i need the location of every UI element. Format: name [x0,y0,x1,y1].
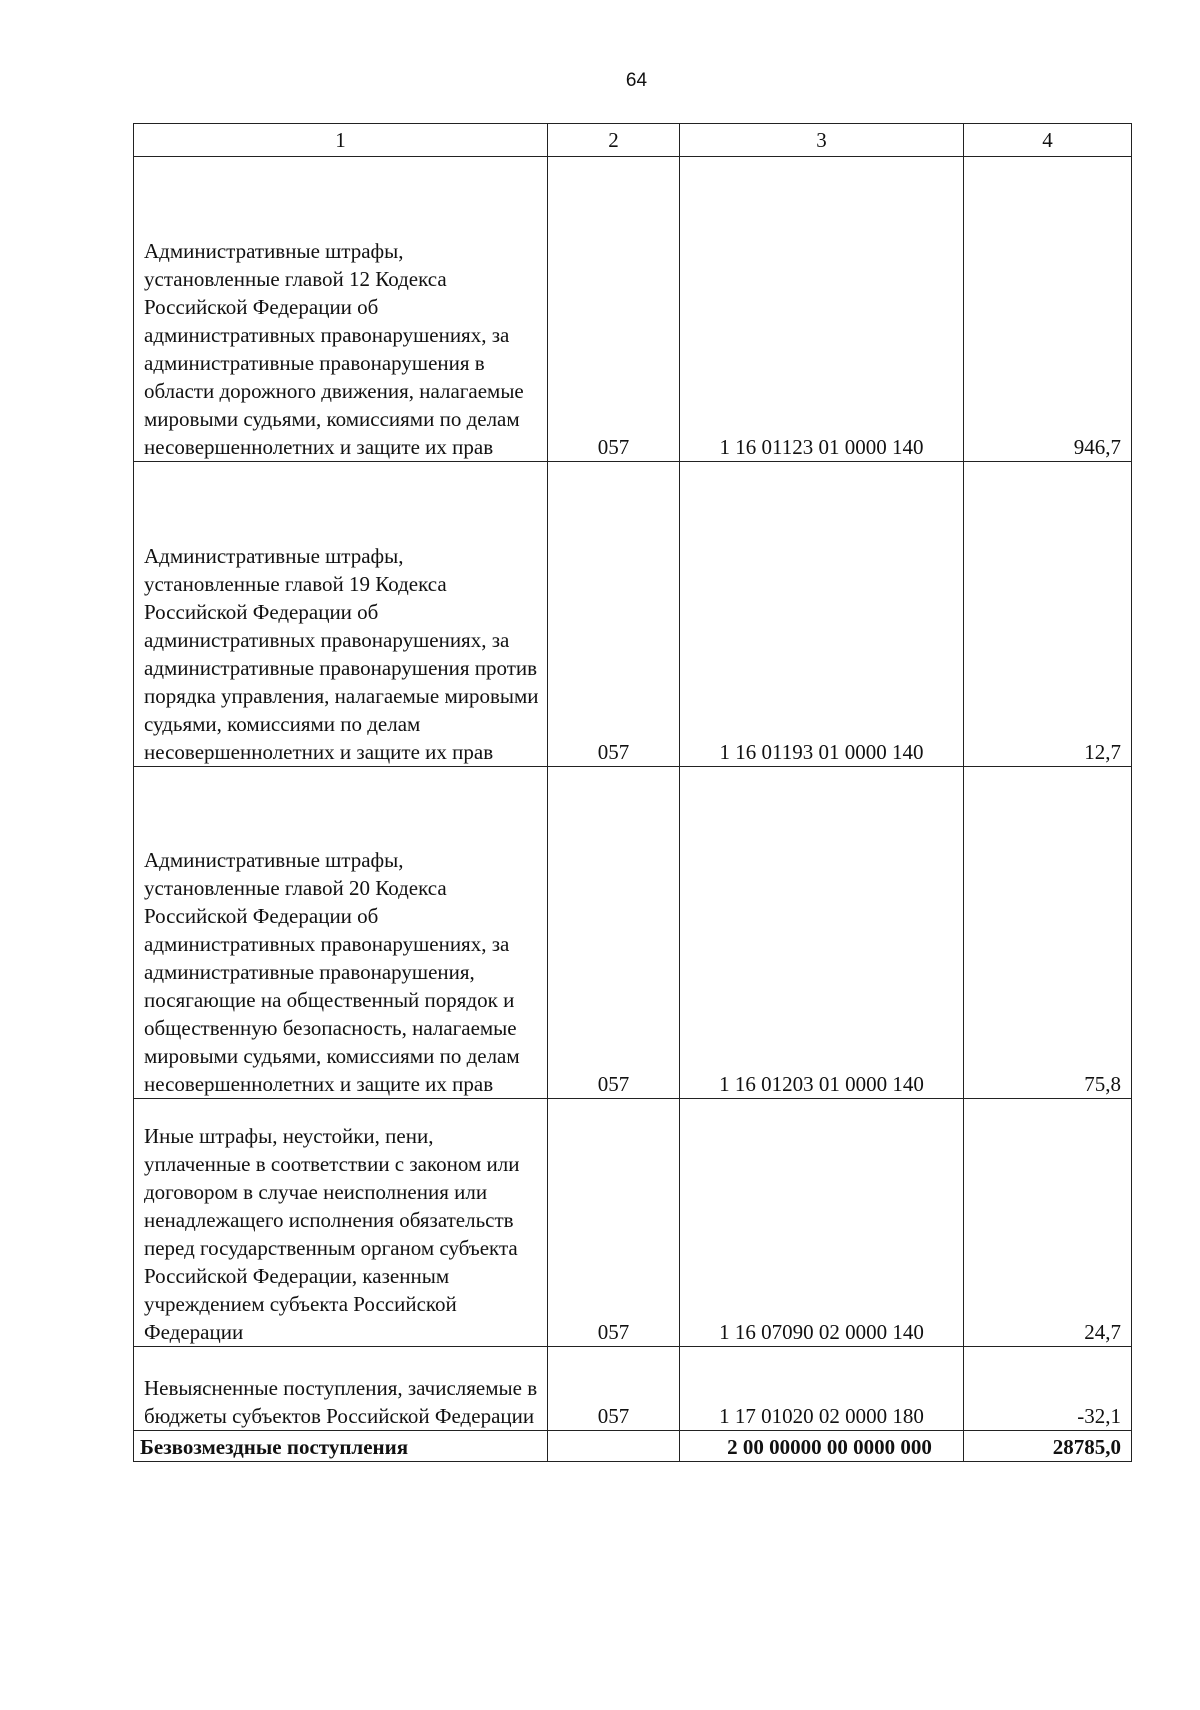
revenue-table [133,123,1132,1462]
page-number: 64 [625,70,648,91]
row-name: Административные штрафы, установленные главой 12 Кодекса Российской Федерации об административных правонарушениях, за административные правонарушения в области дорожного движения, налагаемые мировыми судьями, комиссиями по делам несовершеннолетних и защите их прав [134,157,548,462]
row-budget-code: 1 16 01123 01 0000 140 [680,157,964,462]
row-amount: 946,7 [964,157,1132,462]
row-admin-code: 057 [548,767,680,1099]
table-total-row [134,1431,1132,1462]
row-admin-code: 057 [548,1347,680,1431]
row-amount: 24,7 [964,1099,1132,1347]
row-name: Административные штрафы, установленные главой 19 Кодекса Российской Федерации об административных правонарушениях, за административные правонарушения против порядка управления, налагаемые мировыми судьями, комиссиями по делам несовершеннолетних и защите их прав [134,462,548,767]
total-amount: 28785,0 [964,1431,1132,1462]
total-name: Безвозмездные поступления [134,1431,548,1462]
row-name: Иные штрафы, неустойки, пени, уплаченные в соответствии с законом или договором в случае неисполнения или ненадлежащего исполнения обязательств перед государственным органом субъекта Российской Федерации, казенным учреждением субъекта Российской Федерации [134,1099,548,1347]
row-name: Административные штрафы, установленные главой 20 Кодекса Российской Федерации об административных правонарушениях, за административные правонарушения, посягающие на общественный порядок и общественную безопасность, налагаемые мировыми судьями, комиссиями по делам несовершеннолетних и защите их прав [134,767,548,1099]
row-name: Невыясненные поступления, зачисляемые в бюджеты субъектов Российской Федерации [134,1347,548,1431]
column-header-4: 4 [964,124,1132,157]
table-header-row [134,124,1132,157]
row-budget-code: 1 16 01193 01 0000 140 [680,462,964,767]
total-admin-code [548,1431,680,1462]
row-budget-code: 1 16 01203 01 0000 140 [680,767,964,1099]
row-budget-code: 1 16 07090 02 0000 140 [680,1099,964,1347]
row-amount: -32,1 [964,1347,1132,1431]
row-admin-code: 057 [548,157,680,462]
column-header-3: 3 [680,124,964,157]
row-admin-code: 057 [548,462,680,767]
row-budget-code: 1 17 01020 02 0000 180 [680,1347,964,1431]
table-row [134,157,1132,462]
table-row [134,767,1132,1099]
table-row [134,1347,1132,1431]
total-budget-code: 2 00 00000 00 0000 000 [680,1431,964,1462]
column-header-1: 1 [134,124,548,157]
table-row [134,1099,1132,1347]
row-admin-code: 057 [548,1099,680,1347]
table-row [134,462,1132,767]
row-amount: 12,7 [964,462,1132,767]
row-amount: 75,8 [964,767,1132,1099]
column-header-2: 2 [548,124,680,157]
